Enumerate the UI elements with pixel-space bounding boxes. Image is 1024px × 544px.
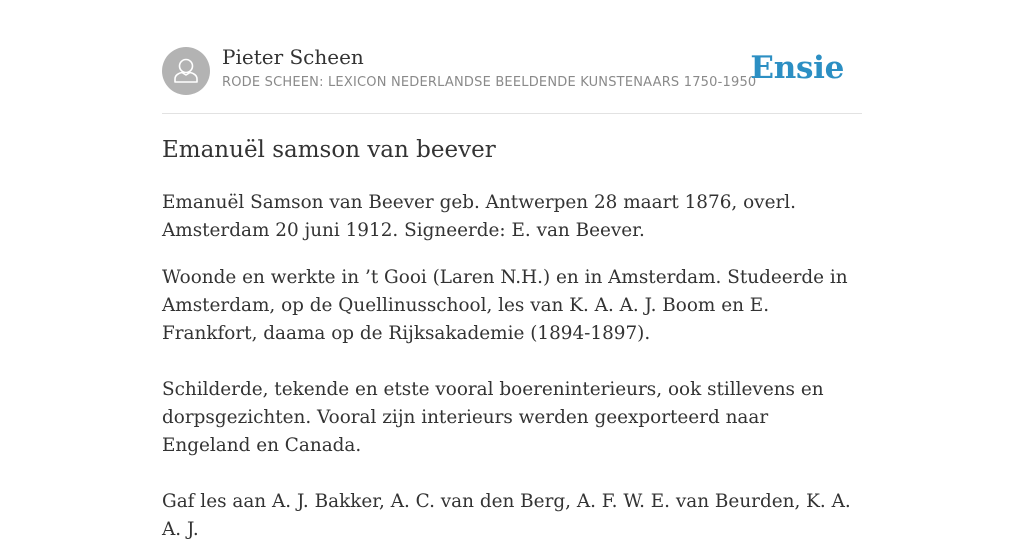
article-paragraph: Woonde en werkte in ’t Gooi (Laren N.H.) en in Amsterdam. Studeerde in Amsterdam, op de Quellinusschool, les van K. A. A. J. Boom en E. Frankfort, daama op de Rijksakademie (1894-1897). [162,267,848,344]
article-paragraph: Emanuël Samson van Beever geb. Antwerpen 28 maart 1876, overl. Amsterdam 20 juni 1912. Signeerde: E. van Beever. [162,192,796,241]
ensie-logo[interactable]: Ensie [750,50,844,86]
article-title: Emanuël samson van beever [162,137,496,163]
user-silhouette-icon[interactable] [162,47,210,95]
article-paragraph: Schilderde, tekende en etste vooral boereninterieurs, ook stillevens en dorpsgezichten. Vooral zijn interieurs werden geexporteerd naar Engeland en Canada. [162,379,824,456]
author-name[interactable]: Pieter Scheen [222,45,364,69]
article-paragraph: Gaf les aan A. J. Bakker, A. C. van den Berg, A. F. W. E. van Beurden, K. A. A. J. [162,491,851,540]
article-header [162,0,862,114]
article-container [162,0,862,540]
source-label[interactable]: RODE SCHEEN: LEXICON NEDERLANDSE BEELDENDE KUNSTENAARS 1750-1950 [222,75,757,90]
article-body [162,189,862,544]
